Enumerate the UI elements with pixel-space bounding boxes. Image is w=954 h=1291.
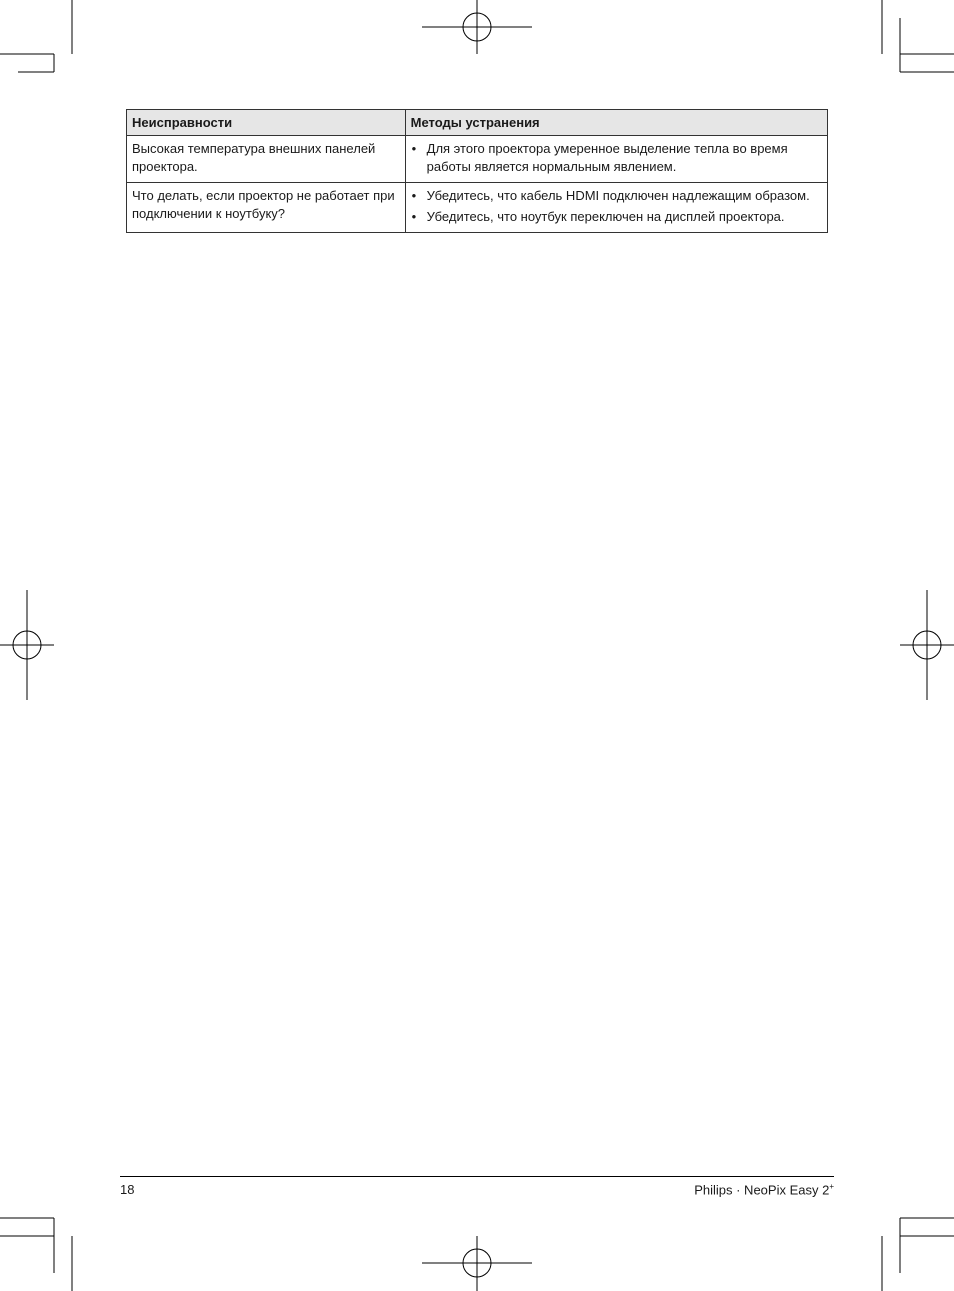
- registration-mark-top: [422, 0, 532, 54]
- solution-list: [411, 140, 822, 176]
- table-header-row: [127, 110, 828, 136]
- bullet-icon: •: [411, 209, 417, 224]
- bullet-icon: •: [411, 188, 417, 203]
- problem-cell: Высокая температура внешних панелей проектора.: [127, 136, 406, 183]
- registration-mark-left: [0, 590, 54, 700]
- crop-mark-bottom-right: [882, 1218, 954, 1291]
- crop-mark-top-right: [882, 0, 954, 72]
- solution-text: Для этого проектора умеренное выделение тепла во время работы является нормальным явлением.: [426, 141, 788, 174]
- page-number: 18: [120, 1182, 135, 1197]
- crop-mark-bottom-left: [0, 1218, 72, 1291]
- registration-mark-bottom: [422, 1236, 532, 1291]
- brand-superscript: +: [829, 1182, 834, 1191]
- crop-mark-top-left: [0, 0, 72, 72]
- column-header-solutions: Методы устранения: [405, 110, 827, 136]
- solution-cell: [405, 183, 827, 233]
- registration-mark-right: [900, 590, 954, 700]
- solution-cell: [405, 136, 827, 183]
- troubleshooting-table: [126, 109, 828, 233]
- list-item: [411, 140, 822, 176]
- footer-divider: [120, 1176, 834, 1177]
- solution-list: [411, 187, 822, 226]
- table-row: [127, 136, 828, 183]
- solution-text: Убедитесь, что кабель HDMI подключен надлежащим образом.: [426, 188, 810, 203]
- bullet-icon: •: [411, 141, 417, 156]
- column-header-problems: Неисправности: [127, 110, 406, 136]
- solution-text: Убедитесь, что ноутбук переключен на дисплей проектора.: [426, 209, 785, 224]
- brand-text: Philips · NeoPix Easy 2: [694, 1182, 830, 1198]
- footer-brand: [694, 1182, 834, 1197]
- problem-cell: Что делать, если проектор не работает при подключении к ноутбуку?: [127, 183, 406, 233]
- list-item: [411, 208, 822, 226]
- list-item: [411, 187, 822, 205]
- table-row: [127, 183, 828, 233]
